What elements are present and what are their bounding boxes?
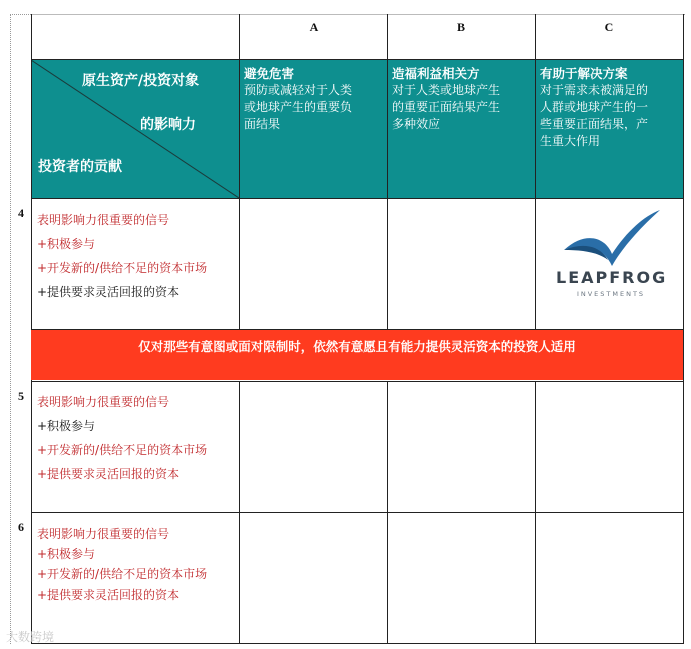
- watermark: 大数跨境: [6, 630, 55, 644]
- header-cell-b: [392, 65, 530, 133]
- grid-line-row5-bottom: [31, 512, 684, 513]
- leapfrog-wordmark: LEAPFROG: [556, 268, 668, 287]
- header-title-a: 避免危害: [244, 66, 295, 81]
- row6-flexible-capital: +提供要求灵活回报的资本: [37, 588, 180, 602]
- row5-signal: 表明影响力很重要的信号: [37, 395, 170, 409]
- grid-line-banner-bottom: [31, 381, 684, 382]
- grid-line-col-c-lower: [535, 381, 536, 644]
- header-body-c-4: 生重大作用: [540, 134, 601, 148]
- grid-line-col-a-upper: [239, 14, 240, 330]
- header-title-b: 造福利益相关方: [392, 66, 480, 81]
- header-title-c: 有助于解决方案: [540, 66, 628, 81]
- column-letter-b: B: [456, 20, 465, 34]
- header-cell-c: [540, 65, 680, 150]
- row4-signal: 表明影响力很重要的信号: [37, 213, 170, 227]
- row-number-6: 6: [18, 520, 24, 534]
- grid-line-col-c-upper: [535, 14, 536, 330]
- header-body-b-1: 对于人类或地球产生: [392, 83, 501, 97]
- grid-line-left: [31, 14, 32, 644]
- row-number-5: 5: [18, 389, 24, 403]
- row4-flexible-capital: +提供要求灵活回报的资本: [37, 285, 180, 299]
- header-body-a-2: 或地球产生的重要负: [244, 100, 353, 114]
- row4-engage: +积极参与: [37, 237, 96, 251]
- header-body-a-3: 面结果: [244, 117, 281, 131]
- header-body-c-1: 对于需求未被满足的: [540, 83, 649, 97]
- header-body-b-2: 的重要正面结果产生: [392, 100, 501, 114]
- applicability-banner: 仅对那些有意图或面对限制时，依然有意愿且有能力提供灵活资本的投资人适用: [31, 330, 683, 380]
- row5-engage: +积极参与: [37, 419, 96, 433]
- header-cell-a: [244, 65, 382, 133]
- corner-label-investor: 投资者的贡献: [38, 159, 122, 175]
- corner-label-impact: 的影响力: [140, 117, 196, 133]
- header-body-c-3: 些重要正面结果，产: [540, 117, 649, 131]
- row6-new-markets: +开发新的/供给不足的资本市场: [37, 567, 208, 581]
- grid-line-right: [683, 14, 684, 644]
- row4-new-markets: +开发新的/供给不足的资本市场: [37, 261, 208, 275]
- column-letter-a: A: [309, 20, 319, 34]
- grid-line-top: [31, 14, 684, 15]
- grid-line-col-b-lower: [387, 381, 388, 644]
- grid-line-header-bottom: [31, 198, 684, 199]
- grid-line-col-b-upper: [387, 14, 388, 330]
- row6-engage: +积极参与: [37, 547, 96, 561]
- header-body-b-3: 多种效应: [392, 117, 441, 131]
- corner-label-asset: 原生资产/投资对象: [82, 73, 200, 89]
- leapfrog-logo: [556, 208, 666, 308]
- row6-signal: 表明影响力很重要的信号: [37, 527, 170, 541]
- row5-new-markets: +开发新的/供给不足的资本市场: [37, 443, 208, 457]
- grid-line-row6-bottom: [31, 643, 684, 644]
- header-body-a-1: 预防或减轻对于人类: [244, 83, 353, 97]
- grid-line-header-top: [31, 59, 684, 60]
- grid-line-col-a-lower: [239, 381, 240, 644]
- column-letter-c: C: [604, 20, 614, 34]
- row-number-4: 4: [18, 206, 24, 220]
- row5-flexible-capital: +提供要求灵活回报的资本: [37, 467, 180, 481]
- leapfrog-logo-icon: [556, 208, 666, 268]
- sheet-guide-left: [10, 14, 11, 644]
- leapfrog-subtitle: INVESTMENTS: [576, 290, 646, 298]
- header-body-c-2: 人群或地球产生的一: [540, 100, 649, 114]
